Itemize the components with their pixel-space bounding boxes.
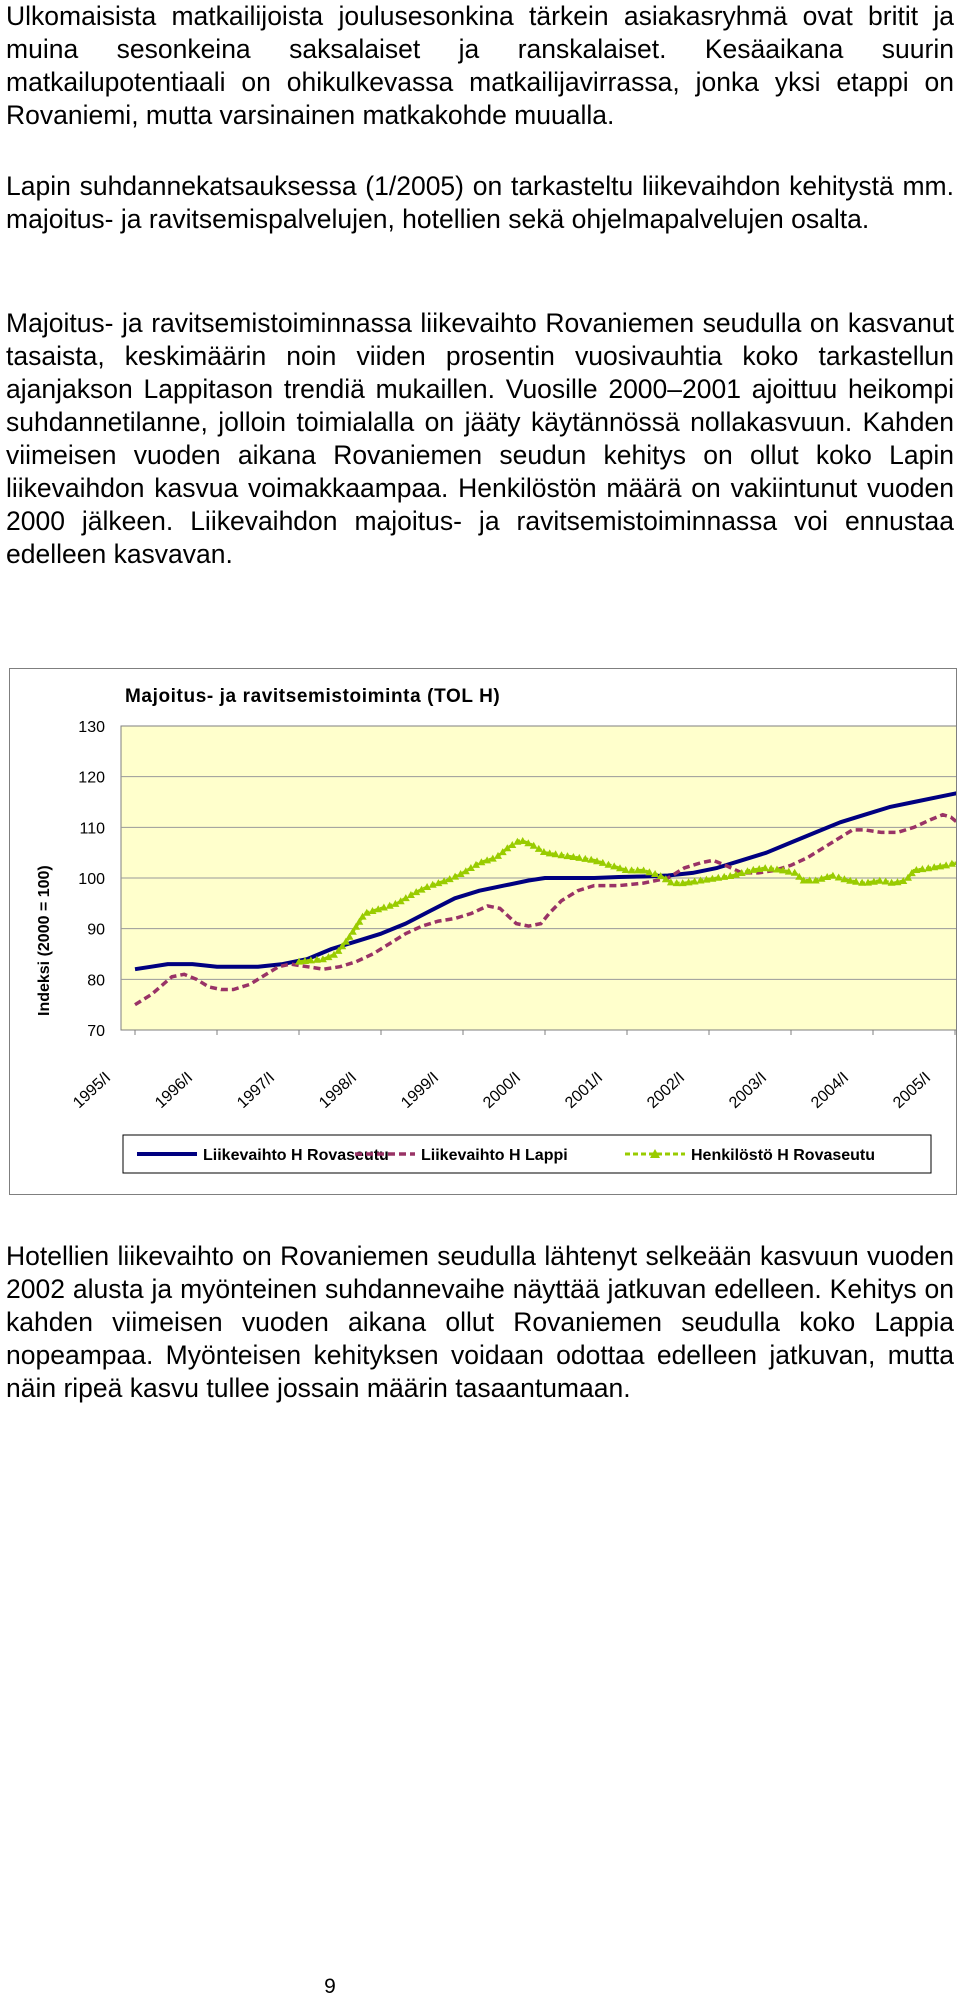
y-axis-label: Indeksi (2000 = 100) — [36, 865, 53, 1016]
x-tick-label: 2005/I — [890, 1069, 935, 1112]
page-number: 9 — [324, 1975, 336, 1998]
y-tick-label: 80 — [87, 972, 105, 990]
x-tick-label: 2002/I — [644, 1069, 689, 1112]
x-tick-label: 2001/I — [562, 1069, 607, 1112]
x-tick-label: 1997/I — [234, 1069, 279, 1112]
y-tick-label: 130 — [78, 719, 105, 736]
legend-label: Liikevaihto H Rovaseutu — [203, 1147, 389, 1164]
x-tick-label: 1996/I — [152, 1069, 197, 1112]
legend-label: Henkilöstö H Rovaseutu — [691, 1147, 876, 1164]
paragraph-accommodation-turnover: Majoitus- ja ravitsemistoiminnassa liikevaihto Rovaniemen seudulla on kasvanut tasaista, keskimäärin noin viiden prosentin vuosivauhtia koko tarkastellun ajanjakson Lappitason trendiä mukaillen. Vuosille 2000–2001 ajoittuu heikompi suhdannetilanne, jolloin toimialalla on jääty käytännössä nollakasvuun. Kahden viimeisen vuoden aikana Rovaniemen seudun kehitys on ollut koko Lapin liikevaihdon kasvua voimakkaampaa. Henkilöstön määrä on vakiintunut vuoden 2000 jälkeen. Liikevaihdon majoitus- ja ravitsemistoiminnassa voi ennustaa edelleen kasvavan. — [6, 308, 954, 569]
x-tick-label: 1999/I — [398, 1069, 443, 1112]
x-tick-label: 1995/I — [70, 1069, 115, 1112]
x-tick-labels — [70, 1030, 955, 1112]
y-tick-label: 110 — [79, 820, 105, 838]
chart-title: Majoitus- ja ravitsemistoiminta (TOL H) — [125, 686, 501, 707]
y-tick-label: 70 — [87, 1023, 105, 1040]
line-chart — [10, 669, 956, 1194]
paragraph-business-review: Lapin suhdannekatsauksessa (1/2005) on tarkasteltu liikevaihdon kehitystä mm. majoitus- ja ravitsemispalvelujen, hotellien sekä ohjelmapalvelujen osalta. — [6, 171, 954, 234]
paragraph-tourist-groups: Ulkomaisista matkailijoista joulusesonkina tärkein asiakasryhmä ovat britit ja muina sesonkeina saksalaiset ja ranskalaiset. Kesäaikana suurin matkailupotentiaali on ohikulkevassa matkailijavirrassa, jonka yksi etappi on Rovaniemi, mutta varsinainen matkakohde muualla. — [6, 1, 954, 130]
paragraph-hotel-turnover: Hotellien liikevaihto on Rovaniemen seudulla lähtenyt selkeään kasvuun vuoden 2002 alusta ja myönteinen suhdannevaihe näyttää jatkuvan edelleen. Kehitys on kahden viimeisen vuoden aikana ollut Rovaniemen seudulla koko Lappia nopeampaa. Myönteisen kehityksen voidaan odottaa edelleen jatkuvan, mutta näin ripeä kasvu tullee jossain määrin tasaantumaan. — [6, 1241, 954, 1403]
x-tick-label: 1998/I — [316, 1069, 361, 1112]
x-tick-label: 2004/I — [808, 1069, 853, 1112]
y-tick-labels — [78, 719, 105, 1040]
y-tick-label: 100 — [78, 871, 105, 888]
chart-container — [9, 668, 957, 1195]
y-tick-label: 90 — [87, 921, 105, 939]
x-tick-label: 2003/I — [726, 1069, 771, 1112]
x-tick-label: 2000/I — [480, 1069, 525, 1112]
legend-label: Liikevaihto H Lappi — [421, 1147, 568, 1164]
legend — [137, 1147, 875, 1164]
y-tick-label: 120 — [78, 769, 105, 787]
